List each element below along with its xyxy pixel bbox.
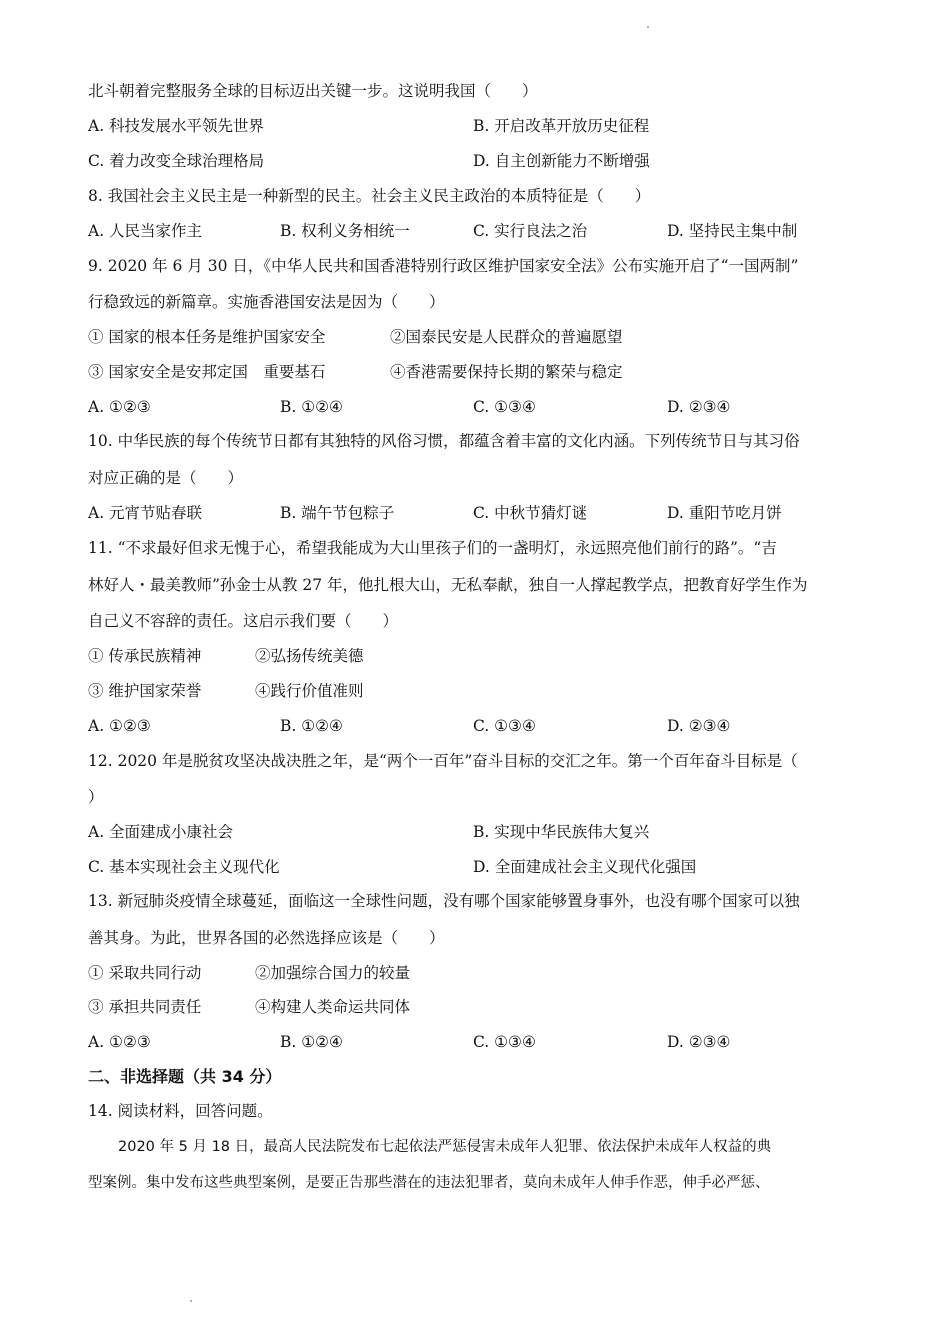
q10-option-b: B. 端午节包粽子 — [280, 504, 395, 522]
q12-stem-line-1: 12. 2020 年是脱贫攻坚决战决胜之年，是“两个一百年”奋斗目标的交汇之年。第一个百年奋斗目标是（ — [88, 752, 798, 770]
q11-item-3: ③ 维护国家荣誉 — [88, 682, 202, 700]
q9-stem-line-1: 9. 2020 年 6 月 30 日，《中华人民共和国香港特别行政区维护国家安全法》公布实施开启了“一国两制” — [88, 257, 799, 275]
q9-option-a: A. ①②③ — [88, 398, 151, 416]
q13-stem-line-2: 善其身。为此，世界各国的必然选择应该是（ ） — [88, 929, 445, 947]
q9-option-c: C. ①③④ — [473, 398, 536, 416]
q12-option-c: C. 基本实现社会主义现代化 — [88, 858, 280, 876]
q13-option-c: C. ①③④ — [473, 1033, 536, 1051]
q12-option-d: D. 全面建成社会主义现代化强国 — [473, 858, 697, 876]
q9-option-b: B. ①②④ — [280, 398, 343, 416]
q8-option-a: A. 人民当家作主 — [88, 222, 203, 240]
q11-option-b: B. ①②④ — [280, 717, 343, 735]
q7-option-c: C. 着力改变全球治理格局 — [88, 152, 265, 170]
scan-dot — [190, 1300, 192, 1302]
q14-material-line-1: 2020 年 5 月 18 日，最高人民法院发布七起依法严惩侵害未成年人犯罪、依法保护未成年人权益的典 — [118, 1139, 772, 1155]
q11-stem-line-1: 11. “不求最好但求无愧于心，希望我能成为大山里孩子们的一盏明灯，永远照亮他们前行的路”。“吉 — [88, 539, 777, 557]
q10-stem-line-2: 对应正确的是（ ） — [88, 469, 244, 487]
q11-stem-line-3: 自己义不容辞的责任。这启示我们要（ ） — [88, 612, 399, 630]
q7-option-b: B. 开启改革开放历史征程 — [473, 117, 650, 135]
q10-option-c: C. 中秋节猜灯谜 — [473, 504, 588, 522]
q12-stem-line-2: ） — [88, 788, 104, 806]
scan-dot — [647, 26, 649, 28]
q13-stem-line-1: 13. 新冠肺炎疫情全球蔓延，面临这一全球性问题，没有哪个国家能够置身事外，也没有哪个国家可以独 — [88, 892, 800, 910]
q7-stem-tail: 北斗朝着完整服务全球的目标迈出关键一步。这说明我国（ ） — [88, 82, 538, 100]
q10-option-d: D. 重阳节吃月饼 — [667, 504, 782, 522]
q12-option-a: A. 全面建成小康社会 — [88, 823, 234, 841]
q11-item-4: ④践行价值准则 — [255, 682, 364, 700]
q13-item-2: ②加强综合国力的较量 — [255, 964, 411, 982]
q13-item-4: ④构建人类命运共同体 — [255, 998, 411, 1016]
q13-option-a: A. ①②③ — [88, 1033, 151, 1051]
q7-option-d: D. 自主创新能力不断增强 — [473, 152, 650, 170]
q9-item-3: ③ 国家安全是安邦定国 重要基石 — [88, 363, 326, 381]
q8-option-b: B. 权利义务相统一 — [280, 222, 410, 240]
q13-item-1: ① 采取共同行动 — [88, 964, 202, 982]
q8-option-d: D. 坚持民主集中制 — [667, 222, 798, 240]
q8-stem: 8. 我国社会主义民主是一种新型的民主。社会主义民主政治的本质特征是（ ） — [88, 187, 651, 205]
section-heading: 二、非选择题（共 34 分） — [88, 1067, 282, 1086]
q8-option-c: C. 实行良法之治 — [473, 222, 588, 240]
q11-option-c: C. ①③④ — [473, 717, 536, 735]
q13-item-3: ③ 承担共同责任 — [88, 998, 202, 1016]
q9-option-d: D. ②③④ — [667, 398, 731, 416]
q7-option-a: A. 科技发展水平领先世界 — [88, 117, 265, 135]
q10-stem-line-1: 10. 中华民族的每个传统节日都有其独特的风俗习惯，都蕴含着丰富的文化内涵。下列传统节日与其习俗 — [88, 432, 800, 450]
q9-stem-line-2: 行稳致远的新篇章。实施香港国安法是因为（ ） — [88, 293, 445, 311]
q9-item-1: ① 国家的根本任务是维护国家安全 — [88, 328, 326, 346]
q10-option-a: A. 元宵节贴春联 — [88, 504, 203, 522]
q11-item-1: ① 传承民族精神 — [88, 647, 202, 665]
q11-stem-line-2: 林好人・最美教师”孙金士从教 27 年，他扎根大山，无私奉献，独自一人撑起教学点，把教育好学生作为 — [88, 576, 808, 594]
q11-option-a: A. ①②③ — [88, 717, 151, 735]
q9-item-2: ②国泰民安是人民群众的普遍愿望 — [390, 328, 623, 346]
q13-option-b: B. ①②④ — [280, 1033, 343, 1051]
q14-stem: 14. 阅读材料，回答问题。 — [88, 1102, 273, 1120]
q11-option-d: D. ②③④ — [667, 717, 731, 735]
q11-item-2: ②弘扬传统美德 — [255, 647, 364, 665]
q13-option-d: D. ②③④ — [667, 1033, 731, 1051]
q12-option-b: B. 实现中华民族伟大复兴 — [473, 823, 650, 841]
q14-material-line-2: 型案例。集中发布这些典型案例，是要正告那些潜在的违法犯罪者，莫向未成年人伸手作恶，伸手必严惩、 — [88, 1175, 770, 1191]
q9-item-4: ④香港需要保持长期的繁荣与稳定 — [390, 363, 623, 381]
